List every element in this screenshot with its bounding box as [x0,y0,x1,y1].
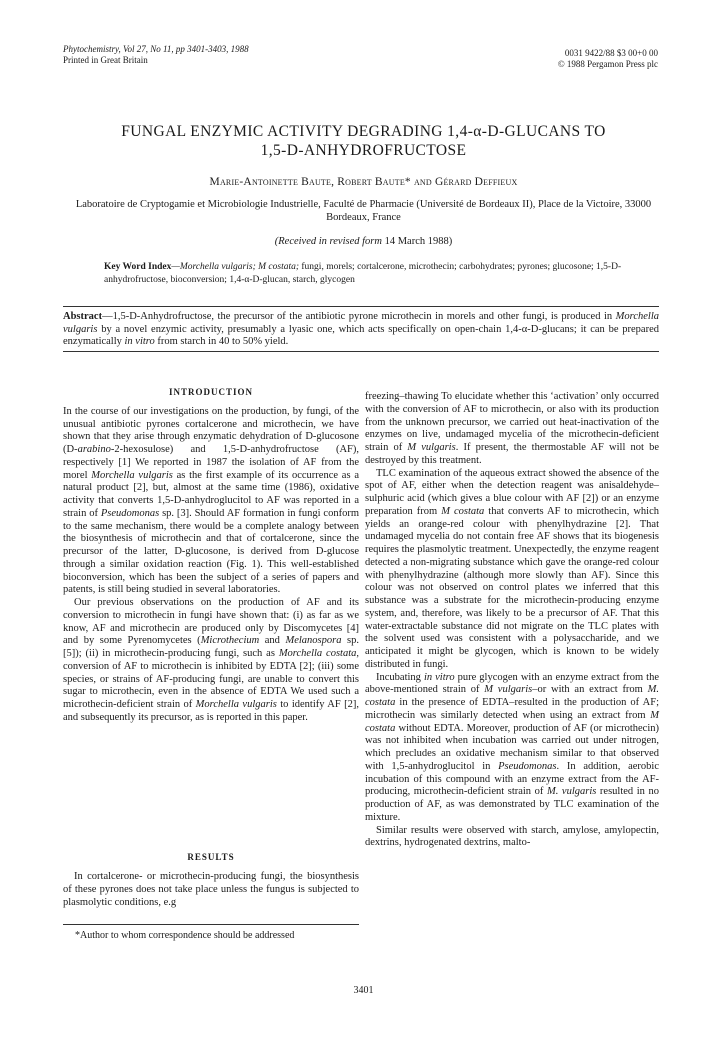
results-paragraph-1: In cortalcerone- or microthecin-producing fungi, the biosynthesis of these pyrones does not take place unless the fungus is subjected to plasmolytic conditions, e.g [63,871,359,908]
intro-p2-and: and [259,635,286,647]
intro-p2-vulgaris: Morchella vulgaris [195,699,277,710]
title-line-1: FUNGAL ENZYMIC ACTIVITY DEGRADING 1,4-α-D-GLUCANS TO [121,123,606,140]
right-p3-text-b: pure glycogen with an enzyme extract from the above-mentioned strain of [365,671,659,696]
issn-code: 0031 9422/88 $3 00+0 00 [564,48,658,58]
right-paragraph-2 [365,468,659,672]
right-column [365,391,659,850]
abstract-text-1: —1,5-D-Anhydrofructose, the precursor of the antibiotic pyrone microthecin in morels and other fungi, is produced in [102,311,616,322]
keyword-index [104,261,652,286]
abstract-species: Morchella vulgaris [63,311,659,335]
intro-p1-text-d: sp. [3]. Should AF formation in fungi conform to the same mechanism, there would be a complete analogy between the biosynthesis of microthecin and that of cortalcerone, since the precursor of the latter, D-glucosone, is derived from D-glucose through a similar oxidation reaction (Fig. 1). This well-established bioconversion, which has been the subject of a series of papers and patents, is still being studied in several laboratories. [63,507,359,596]
intro-p1-pseudomonas: Pseudomonas [100,507,160,519]
intro-p2-text-d: to identify AF [2], and subsequently its precursor, as is reported in this paper. [63,699,359,723]
right-p3-text-d: in the presence of EDTA–resulted in the production of AF; microthecin was similarly detected when using an extract from [365,697,659,721]
intro-p2-text-c: , conversion of AF to microthecin is inhibited by EDTA [2]; (iii) some species, or strains of AF-producing fungi, are unable to convert this sugar to microthecin, even in the absence of EDTA We used such a microthecin-deficient strain of [63,648,359,710]
journal-header-right [558,48,658,70]
abstract [63,311,659,349]
intro-p2-costata: Morchella costata [278,648,357,659]
right-paragraph-1 [365,391,659,468]
keyword-species: —Morchella vulgaris; M costata; [171,262,300,272]
right-p2-text-b: that converts AF to microthecin, which yields an orange-red colour with phenylhydrazine [2]. That undamaged mycelia do not contain free AF shows that its biogenesis requires the plasmolytic treatment. Unexpectedly, the enzyme reagent detected a non-migrating substance which gave the orange-red colour with phenylhydrazine (although more slowly than AF). Since this colour was not observed on control plates we inferred that this substance was a substrate for the microthecin-producing enzyme system, and, therefore, was likely to be a precursor of AF. That this water-extractable substance did not migrate on the TLC plates with the solvent used was consistent with a polysaccharide, and we anticipated it might be glycogen, which is known to be widely distributed in fungi. [365,505,659,670]
abstract-text-2: by a novel enzymic activity, presumably a lyasic one, which acts specifically on open-chain 1,4-α-D-glucans; it can be prepared enzymatically [63,323,659,347]
title-line-2: 1,5-D-ANHYDROFRUCTOSE [260,142,467,159]
right-p2-text-a: TLC examination of the aqueous extract showed the absence of the spot of AF, either when the detection reagent was anisaldehyde–sulphuric acid (which gives a blue colour with AF [2]) or an enzyme preparation from [365,467,659,517]
right-p3-text-g: resulted in no production of AF, as was demonstrated by TLC examination of the mixture. [365,786,659,823]
author-affiliation: Laboratoire de Cryptogamie et Microbiologie Industrielle, Faculté de Pharmacie (Université de Bordeaux II), Place de la Victoire, 33000 Bordeaux, France [75,199,652,223]
intro-p1-arabino: arabino [77,444,111,455]
received-date-value: 14 March 1988) [384,236,453,247]
right-p3-text-e: without EDTA. Moreover, production of AF (or microthecin) was not inhibited when incubation was carried out under nitrogen, which precludes an oxidative mechanism similar to that observed with 1,5-anhydroglucitol in [365,722,659,772]
intro-p1-morchella: Morchella vulgaris [91,469,173,481]
intro-p2-text-a: Our previous observations on the production of AF and its conversion to microthecin in fungi have shown that: (i) as far as we know, AF and microthecin are produced only by Discomycetes [4] and by some Pyrenomycetes ( [63,597,359,647]
abstract-text-3: from starch in 40 to 50% yield. [154,336,289,347]
journal-header-left [63,44,249,66]
intro-p1-text-c: as the first example of its occurrence as a natural product [2], but, almost at the same time (1986), oxidative activity that converts 1,5-D-anhydroglucitol to AF was reported in a strain of [63,469,359,519]
right-p3-text-a: Incubating [376,671,424,683]
received-date [40,236,687,247]
right-p3-species-4: M. vulgaris [546,786,597,798]
right-p1-text-a: freezing–thawing To elucidate whether this ‘activation’ only occurred with the conversion of AF to microthecin, or also with its production from the unknown precursor, we carried out heat-inactivation of the enzymes on live, undamaged mycelia of the microthecin-deficient strain of [365,391,659,453]
copyright-line: © 1988 Pergamon Press plc [557,59,658,69]
intro-p1-text-b: -2-hexosulose) and 1,5-D-anhydrofructose (AF), respectively [1] We reported in 1987 the isolation of AF from the morel [63,444,359,481]
introduction-heading: INTRODUCTION [168,387,253,397]
abstract-label: Abstract [63,311,103,322]
right-p3-species-1: M vulgaris [484,684,533,696]
author-list: Marie-Antoinette Baute, Robert Baute* and Gérard Deffieux [209,176,518,188]
intro-p2-melanospora: Melanospora [285,635,342,647]
page-number: 3401 [353,985,374,996]
article-title [40,122,687,160]
keyword-terms: fungi, morels; cortalcerone, microthecin; carbohydrates; pyrones; glucosone; 1,5-D-anhydrofructose, bioconversion; 1,4-α-D-glucan, starch, glycogen [104,262,622,285]
journal-citation: Phytochemistry, Vol 27, No 11, pp 3401-3403, 1988 [63,44,249,54]
right-p1-text-b: . If present, the thermostable AF will not be destroyed by this treatment. [365,442,659,466]
right-p2-species: M costata [441,505,485,517]
right-p3-invitro: in vitro [423,671,455,683]
intro-p2-microthecium: Microthecium [200,635,260,647]
right-p3-species-3: M costata [365,709,659,734]
right-p3-species-2: M. costata [365,684,659,708]
printed-in: Printed in Great Britain [63,55,148,65]
right-paragraph-3 [365,672,659,825]
right-paragraph-4: Similar results were observed with starch, amylose, amylopectin, dextrins, hydrogenated dextrins, malto- [365,824,659,849]
intro-paragraph-1 [63,406,359,597]
intro-p1-text-a: In the course of our investigations on the production, by fungi, of the unusual antibiotic pyrones cortalcerone and microthecin, we have shown that they arise through enzymatic dehydration of D-glucosone (D- [63,405,359,455]
intro-p2-text-b: sp. [5]); (ii) in microthecin-producing fungi, such as [63,635,359,659]
footnote-rule [63,924,359,925]
intro-paragraph-2 [63,597,359,725]
results-heading: RESULTS [187,852,235,862]
keyword-label: Key Word Index [104,262,172,272]
right-p3-text-f: . In addition, aerobic incubation of this compound with an enzyme extract from the AF-producing, microthecin-deficient strain of [365,760,659,798]
received-prefix: (Received in revised form [274,236,382,247]
footnote: *Author to whom correspondence should be addressed [75,930,295,941]
right-p3-text-c: –or with an extract from [532,684,648,696]
right-p1-species: M vulgaris [407,442,456,453]
right-p3-pseudomonas: Pseudomonas [498,760,557,772]
left-column [63,386,359,725]
abstract-invitro: in vitro [124,336,155,347]
